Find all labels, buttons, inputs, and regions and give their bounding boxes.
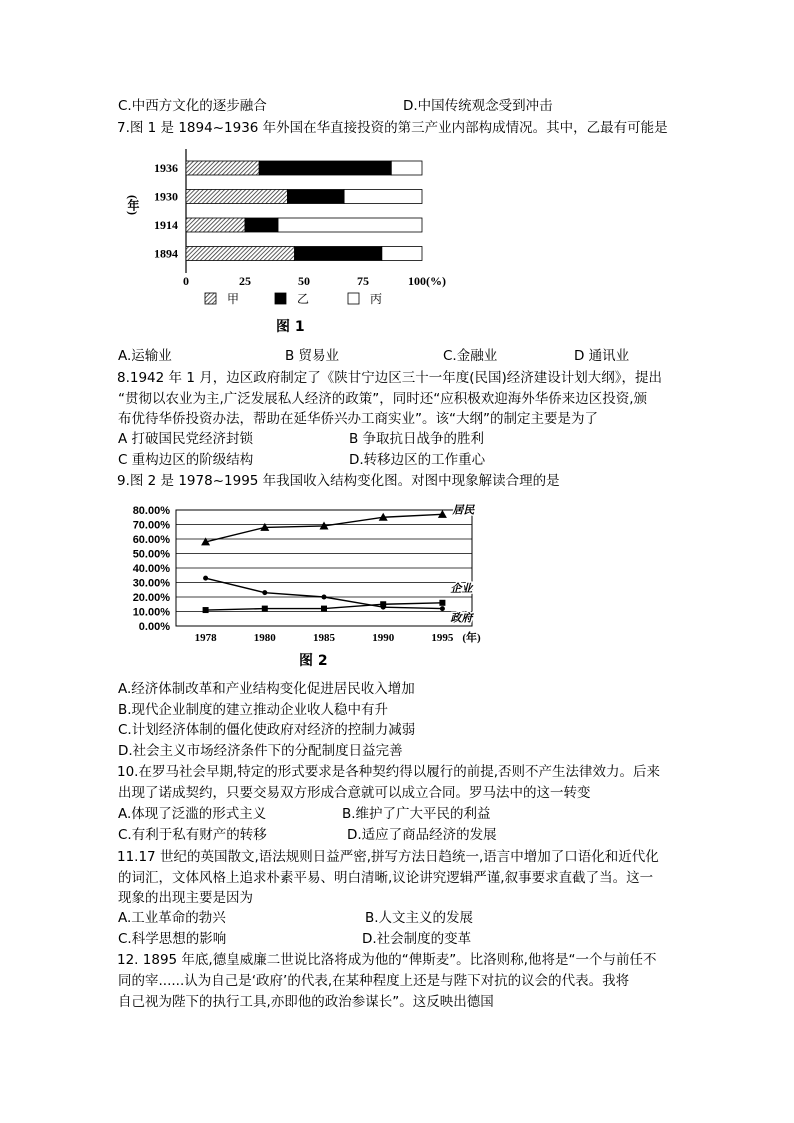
q12-stem-line-1: 12. 1895 年底,德皇威廉二世说比洛将成为他的“俾斯麦”。比洛则称,他将是“一个与前任不 <box>117 952 657 968</box>
q11-stem-line-1: 11.17 世纪的英国散文,语法规则日益严密,拼写方法日趋统一,语言中增加了口语化和近代化 <box>117 849 659 865</box>
fig1-year-label: 1930 <box>154 189 178 204</box>
fig2-series-label-2: 企业 <box>450 581 473 595</box>
q11-stem-line-2: 的词汇，文体风格上追求朴素平易、明白清晰,议论讲究逻辑严谨,叙事要求直截了当。这一 <box>118 870 654 886</box>
q10-option-c: C.有利于私有财产的转移 <box>118 827 267 843</box>
fig2-y-tick-label: 20.00% <box>132 592 170 604</box>
fig1-year-label: 1894 <box>154 246 178 261</box>
q11-option-d: D.社会制度的变革 <box>362 931 472 947</box>
fig2-y-tick-label: 40.00% <box>132 563 170 575</box>
fig2-x-axis-title: (年) <box>462 632 481 644</box>
fig2-point-series-3 <box>440 606 445 611</box>
fig1-x-tick-label: 0 <box>183 274 189 288</box>
fig2-x-tick-label: 1978 <box>194 632 217 644</box>
fig2-x-tick-label: 1985 <box>313 632 335 644</box>
fig1-bar-1894-series-3 <box>382 247 422 261</box>
q9-option-c: C.计划经济体制的僵化使政府对经济的控制力减弱 <box>118 722 416 738</box>
q9-option-b: B.现代企业制度的建立推动企业收人稳中有升 <box>118 702 389 718</box>
fig1-y-axis-title: (年) <box>126 195 140 215</box>
q10-stem-line-2: 出现了诺成契约，只要交易双方形成合意就可以成立合同。罗马法中的这一转变 <box>118 785 591 801</box>
fig2-x-tick-label: 1995 <box>431 632 454 644</box>
fig1-bar-1930-series-1 <box>186 190 287 204</box>
fig1-x-tick-label: 50 <box>298 274 310 288</box>
fig2-point-series-3 <box>203 576 208 581</box>
q11-option-b: B.人文主义的发展 <box>365 910 474 926</box>
q7-option-c: C.金融业 <box>443 348 498 364</box>
fig1-bar-1914-series-2 <box>245 218 278 232</box>
fig1-legend-label-3: 丙 <box>370 292 383 306</box>
figure-1-stacked-bar-chart <box>120 145 460 315</box>
fig1-bar-1914-series-3 <box>278 218 422 232</box>
fig1-bar-1930-series-3 <box>344 190 422 204</box>
fig1-x-tick-label: 75 <box>357 274 369 288</box>
fig1-bar-1930-series-2 <box>287 190 344 204</box>
q8-stem-line-2: “贯彻以农业为主,广泛发展私人经济的政策”，同时还“应积极欢迎海外华侨来边区投资,颁 <box>118 391 648 407</box>
q7-option-d: D 通讯业 <box>574 348 630 364</box>
fig1-bar-1936-series-1 <box>186 161 259 175</box>
q6-option-d: D.中国传统观念受到冲击 <box>403 98 553 114</box>
fig2-x-tick-label: 1980 <box>253 632 276 644</box>
fig1-legend-swatch-3 <box>348 293 359 304</box>
fig2-point-series-2 <box>439 600 445 606</box>
fig2-y-tick-label: 60.00% <box>132 534 170 546</box>
q6-option-c: C.中西方文化的逐步融合 <box>118 98 267 114</box>
q11-option-c: C.科学思想的影响 <box>118 931 227 947</box>
fig1-bar-1936-series-3 <box>391 161 422 175</box>
fig2-point-series-3 <box>322 595 327 600</box>
q10-option-a: A.体现了泛滥的形式主义 <box>118 806 267 822</box>
q11-option-a: A.工业革命的勃兴 <box>118 910 226 926</box>
fig2-y-tick-label: 10.00% <box>132 606 170 619</box>
q12-stem-line-2: 同的宰......认为自己是‘政府’的代表,在某种程度上还是与陛下对抗的议会的代表。我将 <box>118 973 630 989</box>
fig2-y-tick-label: 30.00% <box>132 577 170 590</box>
fig1-legend-label-2: 乙 <box>297 292 310 306</box>
q12-stem-line-3: 自己视为陛下的执行工具,亦即他的政治参谋长”。这反映出德国 <box>118 994 494 1010</box>
q10-option-d: D.适应了商品经济的发展 <box>347 827 497 843</box>
fig1-bar-1936-series-2 <box>259 161 391 175</box>
fig1-bar-1894-series-2 <box>295 247 382 261</box>
q8-option-b: B 争取抗日战争的胜利 <box>349 431 485 447</box>
fig1-x-tick-label: 100(%) <box>408 274 446 288</box>
fig1-bar-1894-series-1 <box>186 247 295 261</box>
fig2-point-series-2 <box>203 607 209 613</box>
fig2-series-label-1: 居民 <box>452 503 475 517</box>
fig1-year-label: 1936 <box>154 161 178 175</box>
fig2-point-series-3 <box>381 605 386 610</box>
fig2-x-tick-label: 1990 <box>372 632 395 644</box>
q8-option-a: A 打破国民党经济封锁 <box>118 431 254 447</box>
q8-option-c: C 重构边区的阶级结构 <box>118 452 254 468</box>
fig2-y-tick-label: 50.00% <box>132 548 170 561</box>
fig2-point-series-2 <box>262 606 268 612</box>
fig2-y-tick-label: 80.00% <box>132 505 170 517</box>
q9-option-d: D.社会主义市场经济条件下的分配制度日益完善 <box>118 743 403 759</box>
fig1-legend-label-1: 甲 <box>227 292 240 306</box>
fig1-year-label: 1914 <box>154 218 178 232</box>
figure-1-caption: 图 1 <box>276 319 305 335</box>
q10-stem-line-1: 10.在罗马社会早期,特定的形式要求是各种契约得以履行的前提,否则不产生法律效力。后来 <box>117 764 661 780</box>
q9-stem: 9.图 2 是 1978~1995 年我国收入结构变化图。对图中现象解读合理的是 <box>117 473 560 489</box>
fig1-legend-swatch-1 <box>205 293 216 304</box>
figure-2-line-chart <box>120 500 500 650</box>
fig1-x-tick-label: 25 <box>239 274 251 288</box>
q9-option-a: A.经济体制改革和产业结构变化促进居民收入增加 <box>118 681 415 697</box>
figure-2-caption: 图 2 <box>299 653 328 669</box>
fig2-point-series-2 <box>321 606 327 612</box>
q8-stem-line-1: 8.1942 年 1 月，边区政府制定了《陕甘宁边区三十一年度(民国)经济建设计划大纲》，提出 <box>117 370 662 386</box>
q11-stem-line-3: 现象的出现主要是因为 <box>118 890 253 906</box>
q7-stem: 7.图 1 是 1894~1936 年外国在华直接投资的第三产业内部构成情况。其中，乙最有可能是 <box>117 120 668 136</box>
q8-option-d: D.转移边区的工作重心 <box>349 452 486 468</box>
q8-stem-line-3: 布优待华侨投资办法，帮助在延华侨兴办工商实业”。该“大纲”的制定主要是为了 <box>118 411 598 427</box>
fig2-series-label-3: 政府 <box>450 611 473 625</box>
q10-option-b: B.维护了广大平民的利益 <box>342 806 491 822</box>
fig2-point-series-3 <box>262 590 267 595</box>
fig1-legend-swatch-2 <box>275 293 286 304</box>
q7-option-a: A.运输业 <box>118 348 172 364</box>
fig2-y-tick-label: 0.00% <box>138 621 170 633</box>
fig1-bar-1914-series-1 <box>186 218 245 232</box>
q7-option-b: B 贸易业 <box>285 348 340 364</box>
fig2-y-tick-label: 70.00% <box>132 519 170 532</box>
